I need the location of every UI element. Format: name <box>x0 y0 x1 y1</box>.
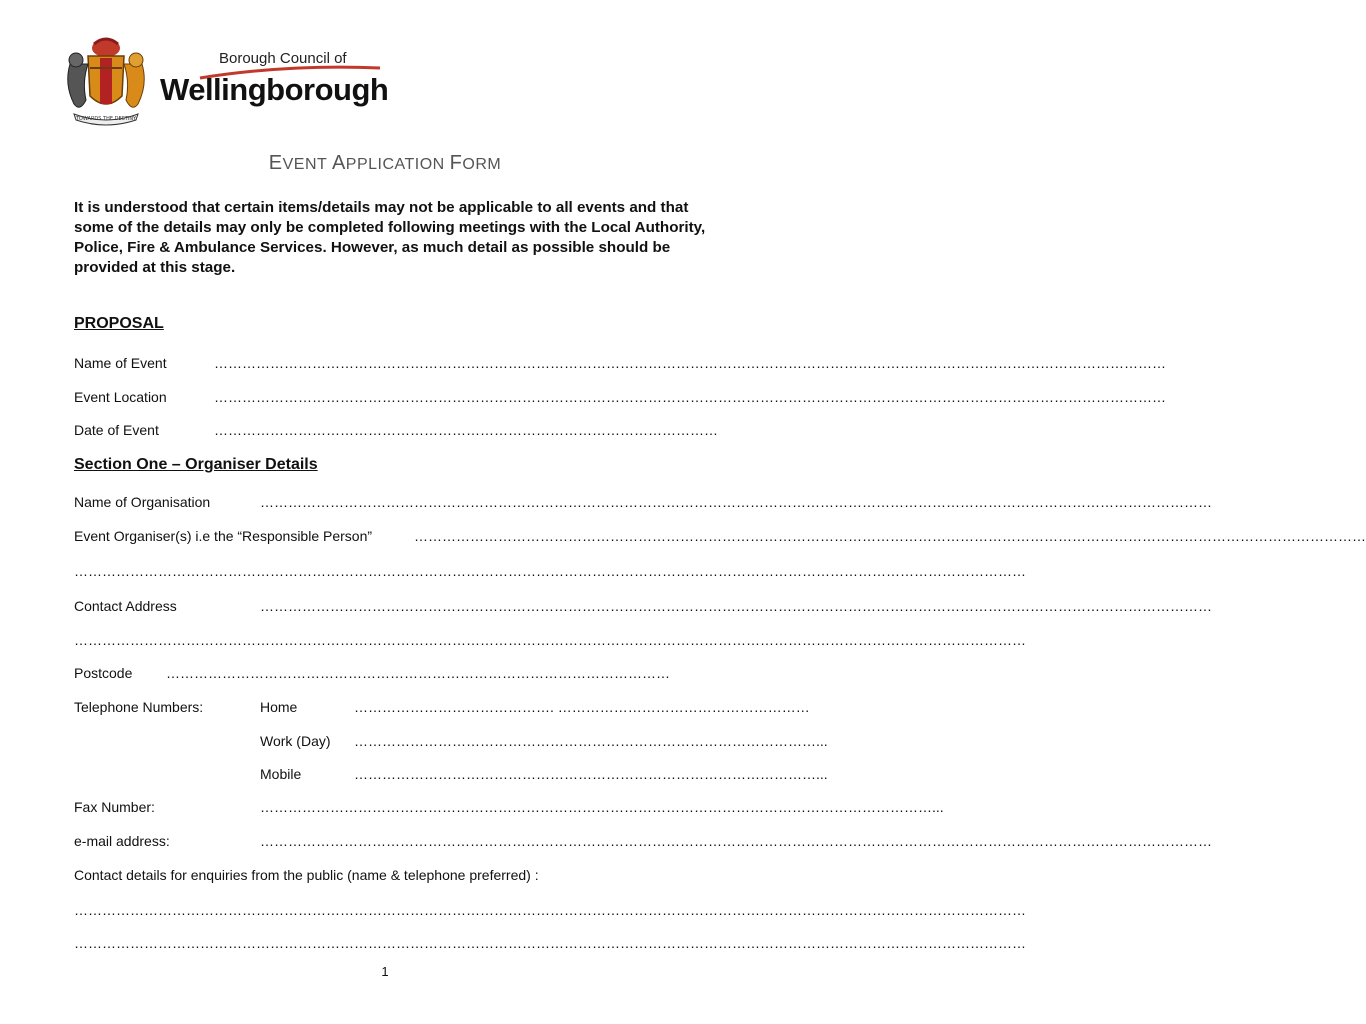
crest-motto: TOWARDS THE DESTINY <box>75 116 137 122</box>
date-of-event-field[interactable]: ……………………………………………………………………………………………… <box>214 422 718 438</box>
name-of-organisation-field[interactable]: …………………………………………………………………………………………………………………………………………………………………………………… <box>260 494 1212 510</box>
event-organiser-label: Event Organiser(s) i.e the “Responsible Person” <box>74 528 373 544</box>
page-number: 1 <box>381 964 389 979</box>
email-address-field[interactable]: …………………………………………………………………………………………………………………………………………………………………………………… <box>260 833 1212 849</box>
org-name-line2: Wellingborough <box>160 72 389 107</box>
council-crest-icon <box>60 34 152 126</box>
public-contact-field-line2[interactable]: …………………………………………………………………………………………………………………………………………………………………………………… <box>74 935 1026 951</box>
telephone-numbers-label: Telephone Numbers: <box>74 699 204 715</box>
event-location-field[interactable]: …………………………………………………………………………………………………………………………………………………………………………………… <box>214 389 1166 405</box>
contact-address-label: Contact Address <box>74 598 177 614</box>
event-location-label: Event Location <box>74 389 167 405</box>
mobile-phone-label: Mobile <box>260 766 302 782</box>
date-of-event-label: Date of Event <box>74 422 159 438</box>
postcode-label: Postcode <box>74 665 133 681</box>
event-organiser-field[interactable]: …………………………………………………………………………………………………………………………………………………………………………………… <box>414 528 1366 544</box>
postcode-field[interactable]: ……………………………………………………………………………………………… <box>166 665 670 681</box>
work-phone-field[interactable]: ………………………………………………………………………………………... <box>354 733 828 749</box>
org-name-line1: Borough Council of <box>219 50 347 67</box>
public-contact-label: Contact details for enquiries from the public (name & telephone preferred) : <box>74 867 539 883</box>
name-of-event-label: Name of Event <box>74 355 167 371</box>
contact-address-field[interactable]: …………………………………………………………………………………………………………………………………………………………………………………… <box>260 598 1212 614</box>
work-phone-label: Work (Day) <box>260 733 331 749</box>
mobile-phone-field[interactable]: ………………………………………………………………………………………... <box>354 766 828 782</box>
page-title: EVENT APPLICATION FORM <box>268 152 502 174</box>
contact-address-field-line2[interactable]: …………………………………………………………………………………………………………………………………………………………………………………… <box>74 632 1026 648</box>
event-organiser-field-line2[interactable]: …………………………………………………………………………………………………………………………………………………………………………………… <box>74 563 1026 579</box>
fax-number-label: Fax Number: <box>74 799 155 815</box>
intro-paragraph: It is understood that certain items/details may not be applicable to all events and that some of the details may only be completed following meetings with the Local Authority, Police, Fire & Ambulance Services. However, as much detail as possible should be provided at this stage. <box>74 199 706 276</box>
proposal-heading: PROPOSAL <box>74 315 164 332</box>
name-of-organisation-label: Name of Organisation <box>74 494 211 510</box>
section-one-heading: Section One – Organiser Details <box>74 456 318 473</box>
name-of-event-field[interactable]: …………………………………………………………………………………………………………………………………………………………………………………… <box>214 355 1166 371</box>
fax-number-field[interactable]: ………………………………………………………………………………………………………………………………... <box>260 799 944 815</box>
home-phone-label: Home <box>260 699 298 715</box>
public-contact-field-line1[interactable]: …………………………………………………………………………………………………………………………………………………………………………………… <box>74 902 1026 918</box>
email-address-label: e-mail address: <box>74 833 170 849</box>
home-phone-field[interactable]: ……………………………………. ……………………………………………… <box>354 699 810 715</box>
